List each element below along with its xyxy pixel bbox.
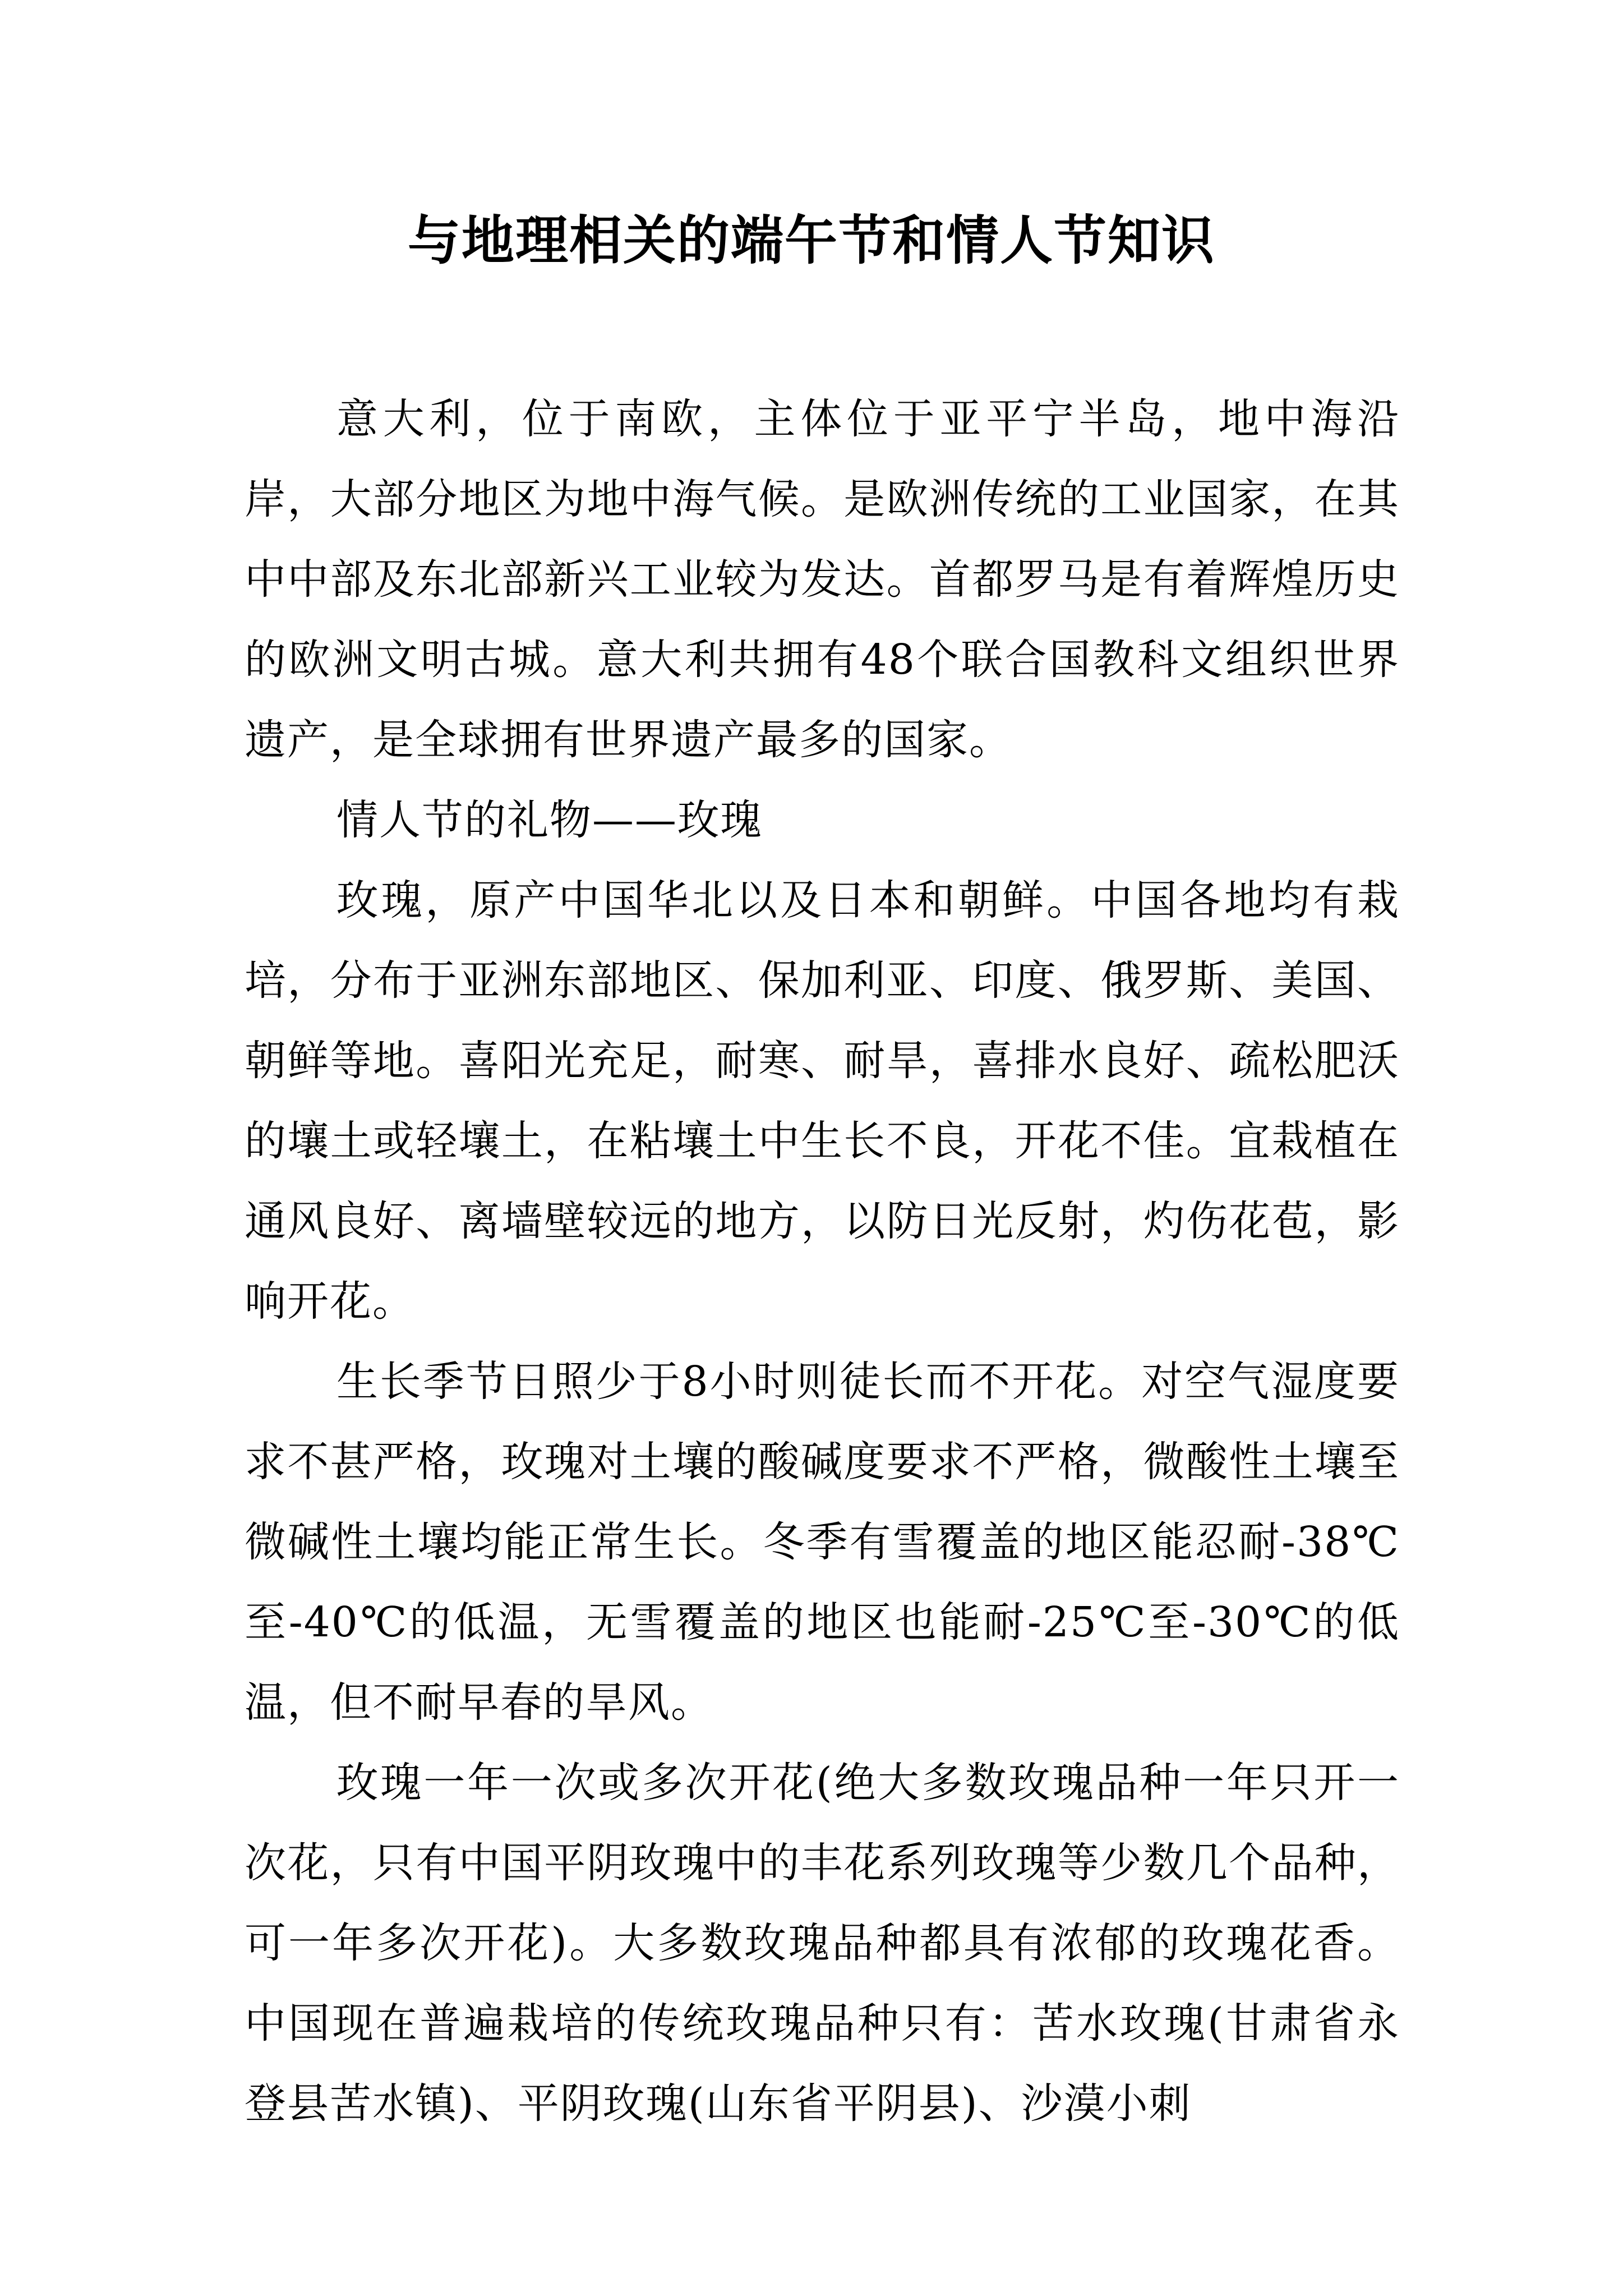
document-title: 与地理相关的端午节和情人节知识 <box>407 210 1215 272</box>
paragraph-italy: 意大利，位于南欧，主体位于亚平宁半岛，地中海沿岸，大部分地区为地中海气候。是欧洲传统的工业国家，在其中中部及东北部新兴工业较为发达。首都罗马是有着辉煌历史的欧洲文明古城。意大利共拥有48个联合国教科文组织世界遗产，是全球拥有世界遗产最多的国家。 <box>245 395 1400 764</box>
paragraph-rose-varieties: 玫瑰一年一次或多次开花(绝大多数玫瑰品种一年只开一次花，只有中国平阴玫瑰中的丰花系列玫瑰等少数几个品种，可一年多次开花)。大多数玫瑰品种都具有浓郁的玫瑰花香。中国现在普遍栽培的传统玫瑰品种只有：苦水玫瑰(甘肃省永登县苦水镇)、平阴玫瑰(山东省平阴县)、沙漠小刺 <box>245 1759 1400 2128</box>
document-body <box>245 379 1400 2144</box>
section-heading-rose-gift: 情人节的礼物——玫瑰 <box>336 796 763 844</box>
paragraph-rose-growth: 生长季节日照少于8小时则徒长而不开花。对空气湿度要求不甚严格，玫瑰对土壤的酸碱度要求不严格，微酸性土壤至微碱性土壤均能正常生长。冬季有雪覆盖的地区能忍耐-38℃至-40℃的低温，无雪覆盖的地区也能耐-25℃至-30℃的低温，但不耐早春的旱风。 <box>245 1358 1400 1727</box>
paragraph-rose-origin: 玫瑰，原产中国华北以及日本和朝鲜。中国各地均有栽培，分布于亚洲东部地区、保加利亚、印度、俄罗斯、美国、朝鲜等地。喜阳光充足，耐寒、耐旱，喜排水良好、疏松肥沃的壤土或轻壤土，在粘壤土中生长不良，开花不佳。宜栽植在通风良好、离墙壁较远的地方，以防日光反射，灼伤花苞，影响开花。 <box>245 876 1400 1326</box>
